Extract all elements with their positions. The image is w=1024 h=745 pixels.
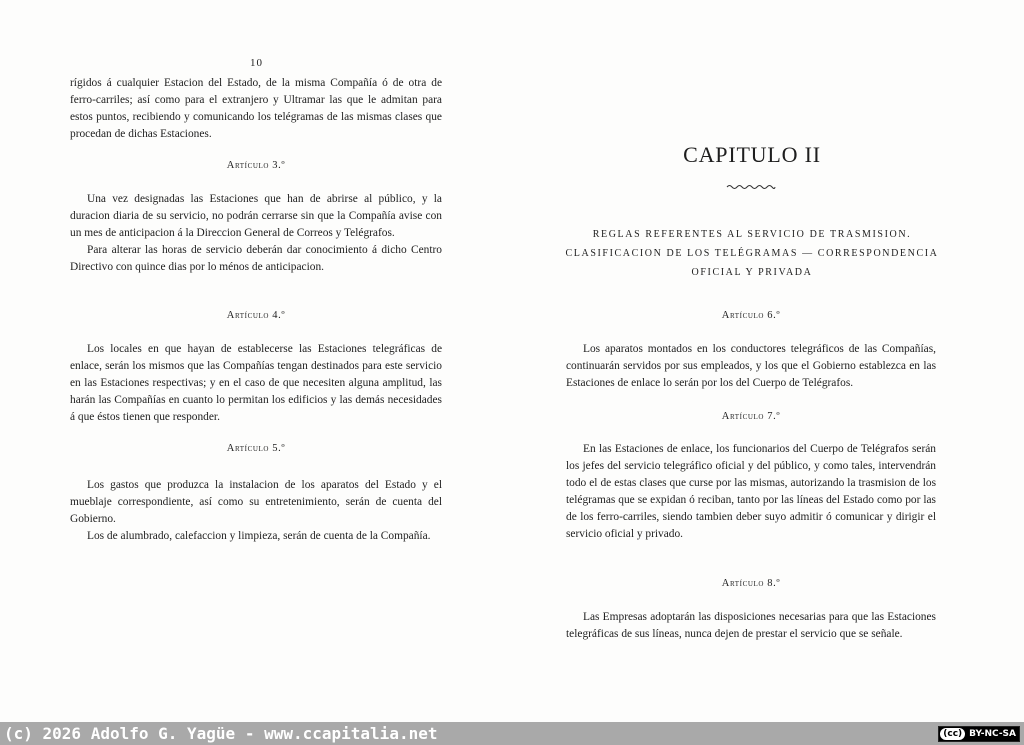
article-7-heading: Artículo 7.º	[721, 411, 781, 422]
opening-paragraph-block	[70, 75, 442, 143]
article-3-paragraph: Para alterar las horas de servicio deberán dar conocimiento á dicho Centro Directivo con quince dias por lo ménos de anticipacion.	[70, 244, 442, 273]
article-5-paragraph: Los de alumbrado, calefaccion y limpieza, serán de cuenta de la Compañía.	[87, 530, 431, 542]
article-7-body	[566, 441, 936, 543]
chapter-subtitle: REGLAS REFERENTES AL SERVICIO DE TRASMISION. CLASIFICACION DE LOS TELÉGRAMAS — CORRESPONDENCIA OFICIAL Y PRIVADA	[565, 229, 939, 278]
chapter-title: CAPITULO II	[683, 142, 821, 167]
article-5-paragraph: Los gastos que produzca la instalacion de los aparatos del Estado y el mueblaje correspondiente, así como su entretenimiento, serán de cuenta del Gobierno.	[70, 479, 442, 525]
article-6-heading: Artículo 6.º	[721, 310, 781, 321]
article-6-paragraph: Los aparatos montados en los conductores telegráficos de las Compañías, continuarán servidos por sus empleados, y los que el Gobierno establezca en las Estaciones de enlace lo serán por los del Cuerpo de Telégrafos.	[566, 343, 936, 389]
opening-paragraph: rígidos á cualquier Estacion del Estado, de la misma Compañía ó de otra de ferro-carriles; así como para el extranjero y Ultramar las que le admitan para estos puntos, recibiendo y comunicando los telégramas de las mismas clases que procedan de dichas Estaciones.	[70, 77, 442, 140]
article-7-paragraph: En las Estaciones de enlace, los funcionarios del Cuerpo de Telégrafos serán los jefes del servicio telegráfico oficial y del público, y como tales, intervendrán todo el de estas clases que curse por las mismas, autorizando la trasmision de los telégramas que se expidan ó reciban, tanto por las líneas del Estado como por las de los ferro-carriles, siendo tambien deber suyo admitir ó comunicar y dirigir el servicio oficial y privado.	[566, 443, 936, 540]
article-5-heading: Artículo 5.º	[226, 443, 286, 454]
article-8-paragraph: Las Empresas adoptarán las disposiciones necesarias para que las Estaciones telegráficas de sus líneas, nunca dejen de prestar el servicio que se señale.	[566, 611, 936, 640]
article-3-paragraph: Una vez designadas las Estaciones que han de abrirse al público, y la duracion diaria de su servicio, no podrán cerrarse sin que la Compañía avise con un mes de anticipacion á la Direccion General de Correos y Telégrafos.	[70, 193, 442, 239]
page-number: 10	[250, 57, 263, 69]
cc-icon: (cc)	[940, 728, 965, 740]
license-badge[interactable]	[938, 726, 1020, 742]
footer-bar	[0, 722, 1024, 745]
copyright-credit: (c) 2026 Adolfo G. Yagüe - www.ccapitalia.net	[4, 724, 438, 743]
license-terms: BY-NC-SA	[969, 729, 1016, 739]
article-6-body	[566, 341, 936, 392]
left-page	[0, 0, 512, 722]
article-8-body	[566, 609, 936, 643]
article-4-heading: Artículo 4.º	[226, 310, 286, 321]
article-8-heading: Artículo 8.º	[721, 578, 781, 589]
article-4-paragraph: Los locales en que hayan de establecerse las Estaciones telegráficas de enlace, serán los mismos que las Compañías tengan destinados para este servicio en las Estaciones respectivas; y en el caso de que necesiten alguna amplitud, las harán las Compañías en cuanto lo permitan los edificios y las demás necesidades á que éstos tienen que responder.	[70, 343, 442, 423]
article-4-body	[70, 341, 442, 426]
ornament-divider	[726, 183, 776, 191]
article-3-body	[70, 191, 442, 276]
article-5-body	[70, 477, 442, 545]
article-3-heading: Artículo 3.º	[226, 160, 286, 171]
